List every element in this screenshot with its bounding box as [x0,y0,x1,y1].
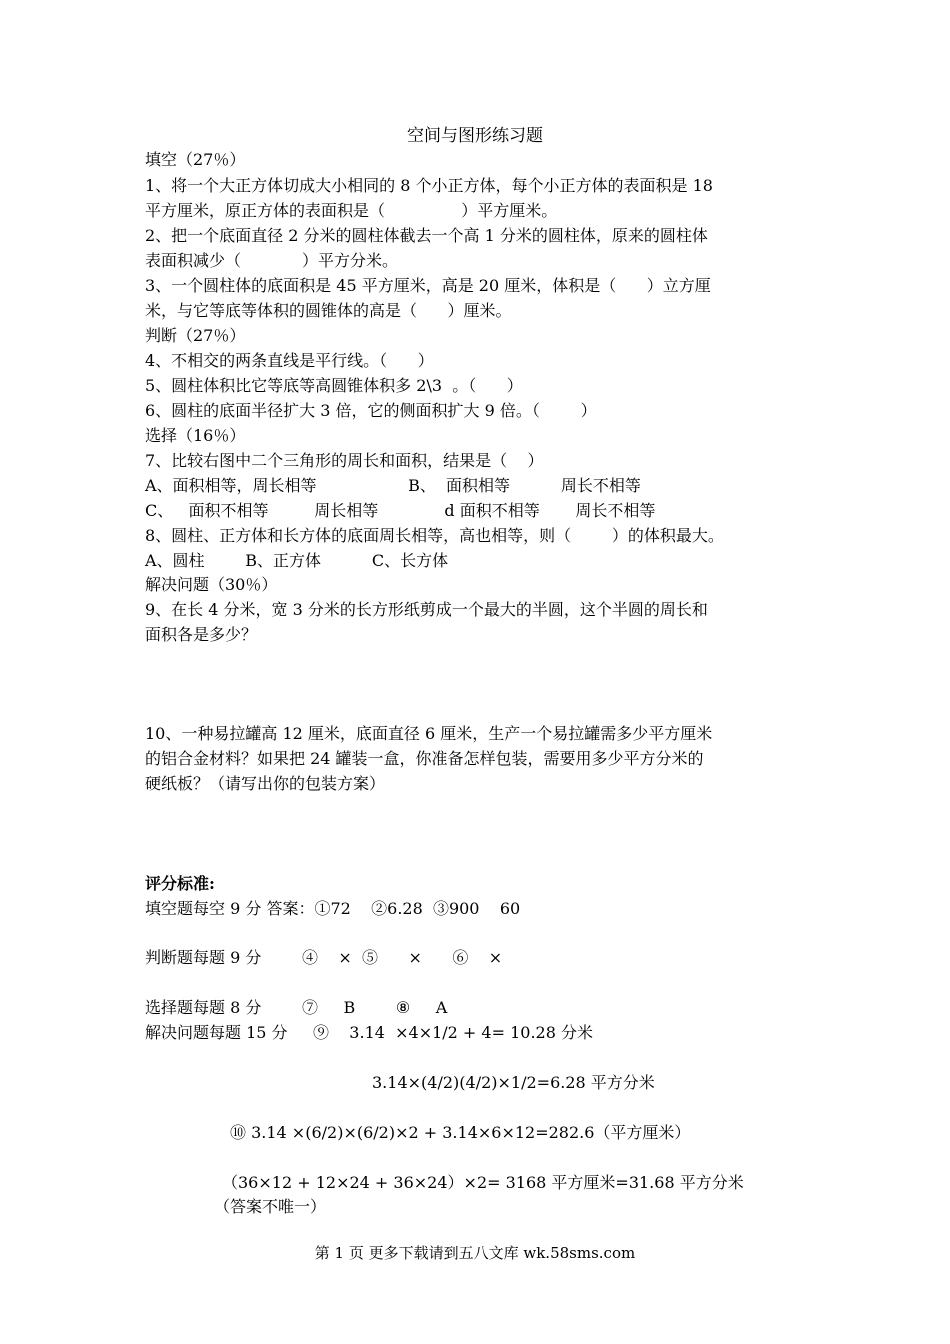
section-heading-fill: 填空（27％） [145,150,246,169]
question-3-line-1: 3、一个圆柱体的底面积是 45 平方厘米，高是 20 厘米，体积是（ ）立方厘 [145,276,711,295]
scoring-solve: 解决问题每题 15 分 ⑨ 3.14 ×4×1/2 + 4= 10.28 分米 [145,1023,593,1042]
scoring-solve-4: （36×12 + 12×24 + 36×24）×2= 3168 平方厘米=31.68 平方分米 [222,1173,744,1192]
scoring-solve-2: 3.14×(4/2)(4/2)×1/2=6.28 平方分米 [372,1073,655,1092]
scoring-solve-5: （答案不唯一） [214,1197,327,1216]
section-heading-choice: 选择（16％） [145,426,246,445]
scoring-judge: 判断题每题 9 分 ④ × ⑤ × ⑥ × [145,948,503,967]
scoring-solve-3: ⑩ 3.14 ×(6/2)×(6/2)×2 + 3.14×6×12=282.6（平方厘米） [230,1123,691,1142]
question-10-line-3: 硬纸板？（请写出你的包装方案） [145,774,386,793]
question-6: 6、圆柱的底面半径扩大 3 倍，它的侧面积扩大 9 倍。（ ） [145,401,597,420]
question-8: 8、圆柱、正方体和长方体的底面周长相等，高也相等，则（ ）的体积最大。 [145,526,724,545]
scoring-heading: 评分标准: [145,874,215,893]
question-5: 5、圆柱体积比它等底等高圆锥体积多 2\3 。（ ） [145,376,523,395]
question-9-line-2: 面积各是多少？ [145,625,258,644]
section-heading-solve: 解决问题（30％） [145,575,278,594]
question-4: 4、不相交的两条直线是平行线。（ ） [145,351,434,370]
page-title: 空间与图形练习题 [407,126,543,146]
question-8-options: A、圆柱 B、正方体 C、长方体 [145,551,449,570]
question-7-options-2: C、 面积不相等 周长相等 d 面积不相等 周长不相等 [145,501,656,520]
question-7: 7、比较右图中二个三角形的周长和面积，结果是（ ） [145,451,544,470]
scoring-fill: 填空题每空 9 分 答案：①72 ②6.28 ③900 60 [145,899,521,918]
question-1-line-1: 1、将一个大正方体切成大小相同的 8 个小正方体，每个小正方体的表面积是 18 [145,176,713,195]
question-3-line-2: 米，与它等底等体积的圆锥体的高是（ ）厘米。 [145,301,512,320]
question-2-line-2: 表面积减少（ ）平方分米。 [145,251,399,270]
question-1-line-2: 平方厘米，原正方体的表面积是（ ）平方厘米。 [145,201,558,220]
page-footer: 第 1 页 更多下载请到五八文库 wk.58sms.com [314,1244,636,1262]
question-10-line-1: 10、一种易拉罐高 12 厘米，底面直径 6 厘米，生产一个易拉罐需多少平方厘米 [145,724,713,743]
question-7-options-1: A、面积相等，周长相等 B、 面积相等 周长不相等 [145,476,641,495]
scoring-choice: 选择题每题 8 分 ⑦ B ⑧ A [145,998,448,1017]
section-heading-judge: 判断（27％） [145,326,246,345]
question-10-line-2: 的铝合金材料？如果把 24 罐装一盒，你准备怎样包装，需要用多少平方分米的 [145,749,704,768]
question-2-line-1: 2、把一个底面直径 2 分米的圆柱体截去一个高 1 分米的圆柱体，原来的圆柱体 [145,226,708,245]
question-9-line-1: 9、在长 4 分米，宽 3 分米的长方形纸剪成一个最大的半圆，这个半圆的周长和 [145,600,708,619]
